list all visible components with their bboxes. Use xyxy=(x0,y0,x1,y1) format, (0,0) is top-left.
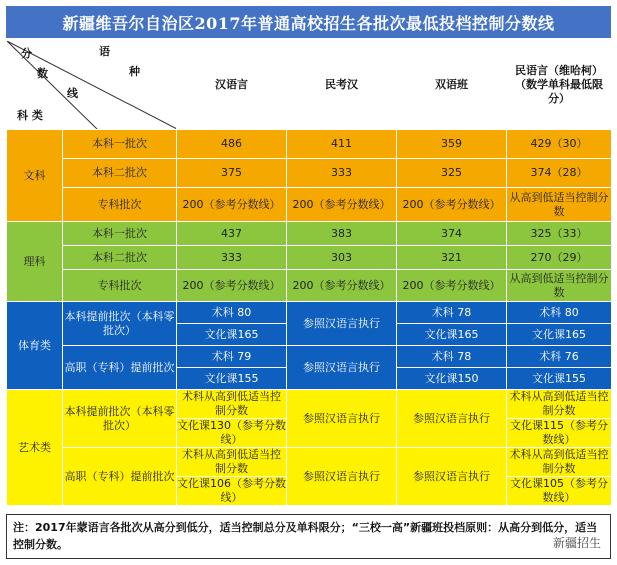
watermark: 新疆招生 xyxy=(549,534,605,551)
score-cell: 486 xyxy=(177,130,287,159)
batch-label: 专科批次 xyxy=(63,188,177,222)
corner-header xyxy=(7,41,177,130)
score-cell: 200（参考分数线） xyxy=(287,188,397,222)
ref-cell: 参照汉语言执行 xyxy=(287,346,397,390)
score-cell: 429（30） xyxy=(507,130,612,159)
corner-xian: 线 xyxy=(67,87,78,100)
footnote: 注：2017年蒙语言各批次从高分到低分，适当控制总分及单科限分；“三校一高”新疆班投档原则：从高分到低分，适当控制分数。 xyxy=(6,514,611,559)
score-cell: 文化课165 xyxy=(397,324,507,346)
score-cell: 文化课150 xyxy=(397,368,507,390)
score-cell: 文化课165 xyxy=(507,324,612,346)
score-cell: 411 xyxy=(287,130,397,159)
score-cell: 321 xyxy=(397,246,507,270)
corner-yu: 语 xyxy=(99,45,110,58)
score-cell: 374（28） xyxy=(507,159,612,188)
table-row xyxy=(7,346,612,368)
category-tiyu: 体育类 xyxy=(7,302,63,390)
batch-label: 本科一批次 xyxy=(63,130,177,159)
batch-label: 专科批次 xyxy=(63,270,177,302)
score-cell: 200（参考分数线） xyxy=(177,188,287,222)
score-cell: 文化课165 xyxy=(177,324,287,346)
score-cell: 术科 78 xyxy=(397,346,507,368)
score-cell: 术科 76 xyxy=(507,346,612,368)
score-cell: 325 xyxy=(397,159,507,188)
score-cell: 325（33） xyxy=(507,222,612,246)
table-row xyxy=(7,302,612,324)
score-cell: 303 xyxy=(287,246,397,270)
score-cell: 200（参考分数线） xyxy=(177,270,287,302)
score-cell: 术科 80 xyxy=(507,302,612,324)
score-cell: 文化课130（参考分数线） xyxy=(177,419,286,446)
table-row xyxy=(7,222,612,246)
category-like: 理科 xyxy=(7,222,63,302)
score-cell: 术科从高到低适当控制分数 xyxy=(177,448,287,477)
col-shuangyuban: 双语班 xyxy=(397,41,507,130)
col-hanyuyan: 汉语言 xyxy=(177,41,287,130)
score-cell: 200（参考分数线） xyxy=(287,270,397,302)
table-row xyxy=(7,448,612,477)
score-cell: 文化课155 xyxy=(177,368,287,390)
score-cell: 术科 79 xyxy=(177,346,287,368)
score-cell: 文化课105（参考分数线） xyxy=(507,477,612,506)
score-cell: 术科从高到低适当控制分数 xyxy=(507,448,612,477)
table-row xyxy=(7,159,612,188)
score-cell: 文化课155 xyxy=(507,368,612,390)
batch-label: 本科一批次 xyxy=(63,222,177,246)
batch-label: 本科二批次 xyxy=(63,159,177,188)
ref-cell: 参照汉语言执行 xyxy=(397,390,507,448)
score-cell: 200（参考分数线） xyxy=(397,270,507,302)
corner-shu: 数 xyxy=(37,67,48,80)
corner-zhong: 种 xyxy=(129,65,140,78)
ref-cell: 参照汉语言执行 xyxy=(287,448,397,506)
score-cell: 375 xyxy=(177,159,287,188)
category-yishu: 艺术类 xyxy=(7,390,63,506)
table-row xyxy=(7,188,612,222)
batch-label: 高职（专科）提前批次 xyxy=(63,448,177,506)
score-cell: 术科 78 xyxy=(397,302,507,324)
score-cell: 383 xyxy=(287,222,397,246)
score-cell: 术科从高到低适当控制分数 xyxy=(177,390,287,419)
score-cell: 文化课106（参考分数线） xyxy=(177,477,286,504)
score-cell: 333 xyxy=(177,246,287,270)
score-cell: 术科 80 xyxy=(177,302,287,324)
ref-cell: 参照汉语言执行 xyxy=(287,390,397,448)
score-cell: 270（29） xyxy=(507,246,612,270)
score-cell: 从高到低适当控制分数 xyxy=(507,270,612,302)
table-row xyxy=(7,246,612,270)
corner-fen: 分 xyxy=(21,47,32,60)
score-cell: 术科从高到低适当控制分数 xyxy=(507,390,612,419)
score-cell: 文化课115（参考分数线） xyxy=(507,419,612,448)
category-wenke: 文科 xyxy=(7,130,63,222)
score-cell: 437 xyxy=(177,222,287,246)
col-minyuyan: 民语言（维哈柯）（数学单科最低限分） xyxy=(507,41,612,130)
score-cell: 200（参考分数线） xyxy=(397,188,507,222)
table-row xyxy=(7,390,612,419)
batch-label: 本科提前批次（本科零批次） xyxy=(63,390,177,448)
ref-cell: 参照汉语言执行 xyxy=(397,448,507,506)
col-minkaohan: 民考汉 xyxy=(287,41,397,130)
batch-label: 本科提前批次（本科零批次） xyxy=(63,302,177,346)
batch-label: 本科二批次 xyxy=(63,246,177,270)
score-table xyxy=(6,40,612,506)
table-row xyxy=(7,130,612,159)
score-cell: 从高到低适当控制分数 xyxy=(507,188,612,222)
score-cell: 333 xyxy=(287,159,397,188)
corner-kelei: 科 类 xyxy=(17,109,43,122)
batch-label: 高职（专科）提前批次 xyxy=(63,346,177,390)
ref-cell: 参照汉语言执行 xyxy=(287,302,397,346)
table-row xyxy=(7,270,612,302)
score-cell: 374 xyxy=(397,222,507,246)
header-row xyxy=(7,41,612,130)
score-cell: 359 xyxy=(397,130,507,159)
page-title: 新疆维吾尔自治区2017年普通高校招生各批次最低投档控制分数线 xyxy=(6,6,611,38)
